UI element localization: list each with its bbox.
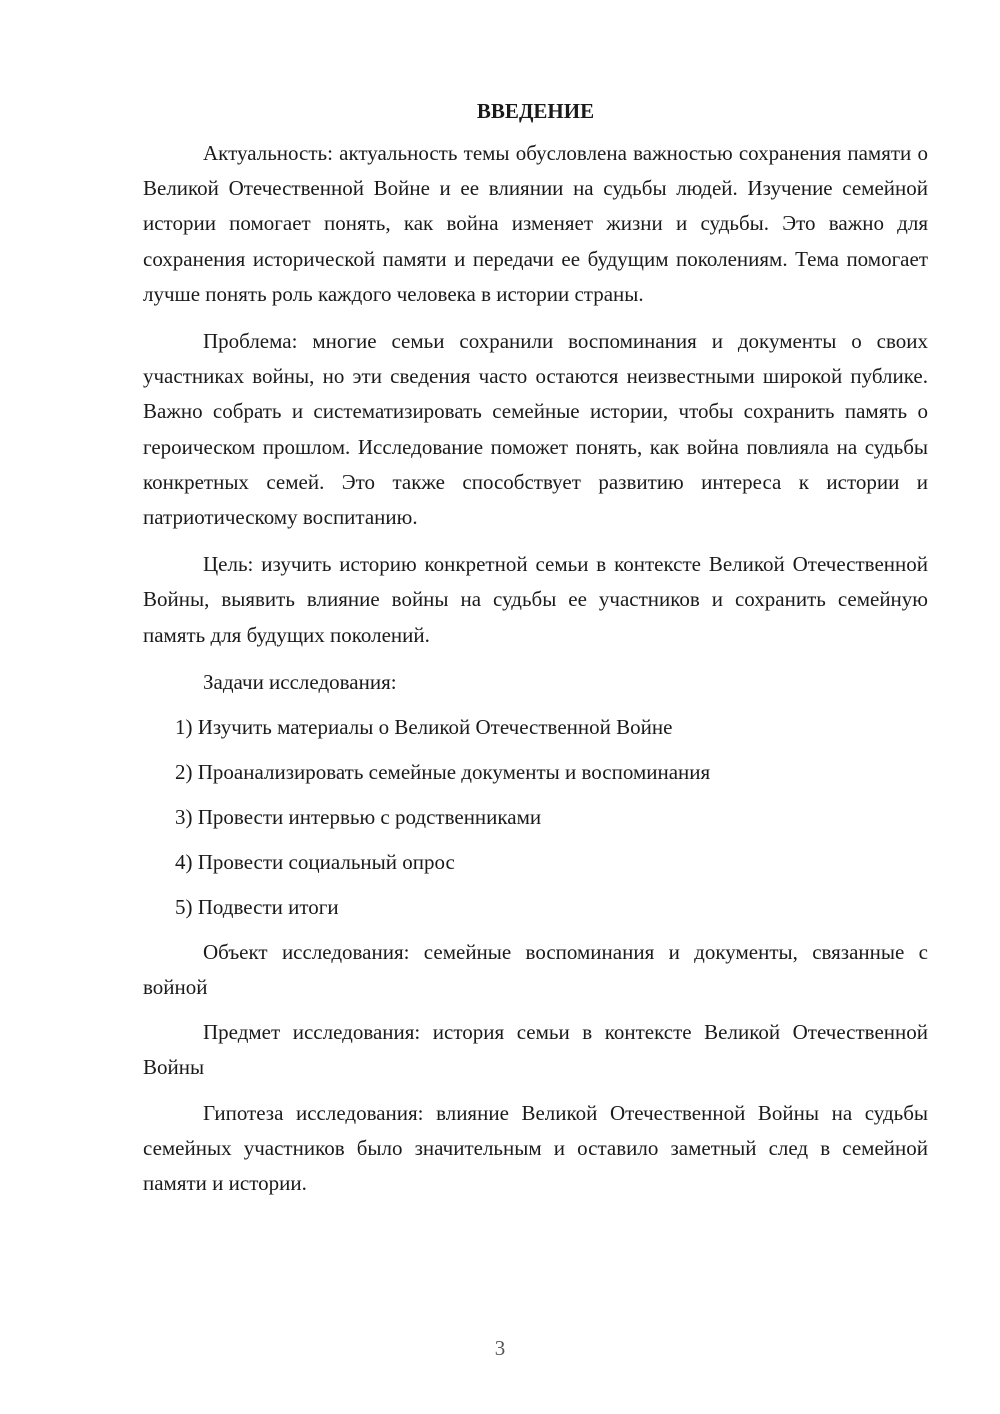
task-item-2: 2) Проанализировать семейные документы и воспоминания: [175, 759, 711, 784]
task-item-5: 5) Подвести итоги: [175, 894, 339, 919]
hypothesis-paragraph: Гипотеза исследования: влияние Великой Отечественной Войны на судьбы семейных участников было значительным и оставило заметный след в семейной памяти и истории.: [143, 1100, 928, 1196]
object-paragraph: Объект исследования: семейные воспоминания и документы, связанные с войной: [143, 939, 928, 1000]
relevance-paragraph: Актуальность: актуальность темы обусловлена важностью сохранения памяти о Великой Отечественной Войне и ее влиянии на судьбы людей. Изучение семейной истории помогает понять, как война изменяет жизни и судьбы. Это важно для сохранения исторической памяти и передачи ее будущим поколениям. Тема помогает лучше понять роль каждого человека в истории страны.: [143, 141, 928, 306]
page-content: [143, 97, 928, 1213]
subject-paragraph: Предмет исследования: история семьи в контексте Великой Отечественной Войны: [143, 1020, 928, 1080]
section-heading: ВВЕДЕНИЕ: [476, 99, 595, 123]
tasks-title: Задачи исследования:: [203, 669, 397, 694]
task-item-3: 3) Провести интервью с родственниками: [175, 804, 542, 829]
task-item-1: 1) Изучить материалы о Великой Отечественной Войне: [175, 714, 673, 739]
task-item-4: 4) Провести социальный опрос: [175, 849, 455, 874]
goal-paragraph: Цель: изучить историю конкретной семьи в контексте Великой Отечественной Войны, выявить влияние войны на судьбы ее участников и сохранить семейную память для будущих поколений.: [143, 552, 928, 647]
page-number: 3: [494, 1336, 506, 1360]
problem-paragraph: Проблема: многие семьи сохранили воспоминания и документы о своих участниках войны, но эти сведения часто остаются неизвестными широкой публике. Важно собрать и систематизировать семейные истории, чтобы сохранить память о героическом прошлом. Исследование поможет понять, как война повлияла на судьбы конкретных семей. Это также способствует развитию интереса к истории и патриотическому воспитанию.: [143, 329, 928, 530]
task-list: [143, 710, 928, 925]
